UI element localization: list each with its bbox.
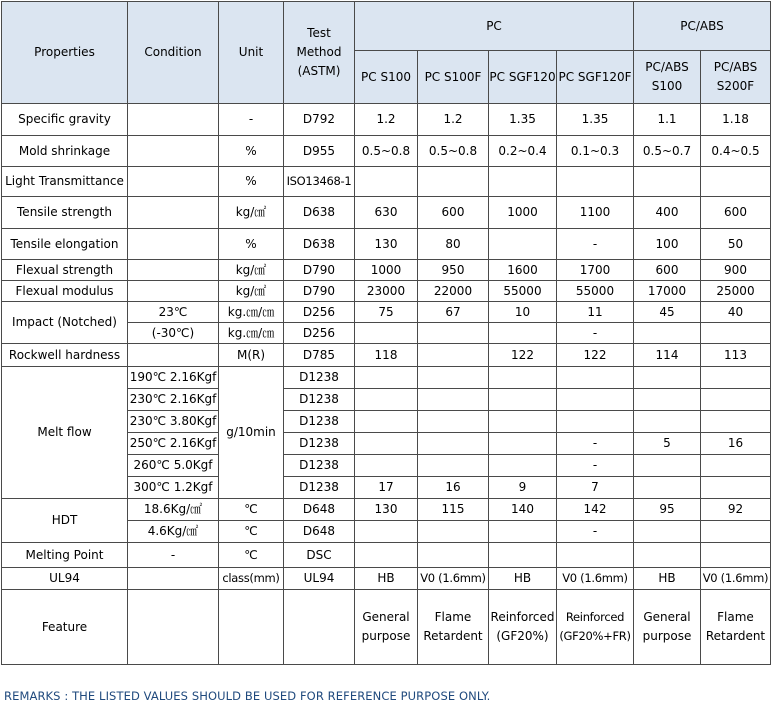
table-row	[2, 260, 771, 281]
property-name: Flexual modulus	[2, 281, 128, 302]
value-cell: 0.5~0.8	[355, 136, 418, 167]
value-cell: 630	[355, 197, 418, 229]
table-row	[2, 197, 771, 229]
feature-line: Reinforced	[490, 610, 555, 624]
value-cell: 0.4~0.5	[701, 136, 771, 167]
value-cell	[489, 167, 557, 197]
condition-cell: 23℃	[128, 302, 219, 323]
unit-cell: %	[219, 229, 284, 260]
value-cell	[355, 543, 418, 568]
method-cell: ISO13468-1	[284, 167, 355, 197]
property-name: HDT	[2, 499, 128, 543]
value-cell: 950	[418, 260, 489, 281]
value-cell	[418, 367, 489, 389]
value-cell	[355, 367, 418, 389]
value-cell	[418, 433, 489, 455]
method-cell: D792	[284, 104, 355, 136]
condition-cell: 230℃ 2.16Kgf	[128, 389, 219, 411]
unit-cell: kg.㎝/㎝	[219, 323, 284, 344]
feature-line: Flame	[717, 610, 754, 624]
value-cell	[634, 477, 701, 499]
value-cell: 92	[701, 499, 771, 521]
properties-table	[1, 1, 771, 665]
value-cell: 11	[557, 302, 634, 323]
value-cell: 9	[489, 477, 557, 499]
value-cell: 1600	[489, 260, 557, 281]
value-cell: 1.35	[557, 104, 634, 136]
value-cell: 115	[418, 499, 489, 521]
property-name: Mold shrinkage	[2, 136, 128, 167]
value-cell	[418, 167, 489, 197]
table-row	[2, 229, 771, 260]
value-cell	[634, 521, 701, 543]
value-cell	[701, 367, 771, 389]
value-cell: 0.5~0.8	[418, 136, 489, 167]
feature-line: purpose	[361, 629, 411, 643]
property-name: Light Transmittance	[2, 167, 128, 197]
condition-cell: 250℃ 2.16Kgf	[128, 433, 219, 455]
value-cell	[557, 389, 634, 411]
value-cell	[355, 521, 418, 543]
grade-header: PC SGF120	[489, 51, 557, 104]
property-name: Tensile elongation	[2, 229, 128, 260]
unit-cell	[219, 590, 284, 665]
value-cell: -	[557, 229, 634, 260]
unit-cell: %	[219, 136, 284, 167]
value-cell	[701, 455, 771, 477]
property-name: UL94	[2, 568, 128, 590]
value-cell: 1100	[557, 197, 634, 229]
method-cell: D790	[284, 281, 355, 302]
value-cell: V0 (1.6mm)	[701, 568, 771, 590]
condition-cell	[128, 344, 219, 367]
unit-cell: g/10min	[219, 367, 284, 499]
condition-cell: 4.6Kg/㎠	[128, 521, 219, 543]
value-cell: 600	[634, 260, 701, 281]
value-cell	[418, 389, 489, 411]
feature-cell	[557, 590, 634, 665]
property-name: Flexual strength	[2, 260, 128, 281]
property-name: Feature	[2, 590, 128, 665]
method-cell: D638	[284, 197, 355, 229]
feature-cell	[418, 590, 489, 665]
feature-line: Retardent	[423, 629, 483, 643]
unit-cell: %	[219, 167, 284, 197]
value-cell: 1.35	[489, 104, 557, 136]
grade-header: PC/ABS S200F	[701, 51, 771, 104]
unit-cell: kg.㎝/㎝	[219, 302, 284, 323]
grade-header: PC S100	[355, 51, 418, 104]
value-cell: 17	[355, 477, 418, 499]
table-row	[2, 281, 771, 302]
value-cell: 75	[355, 302, 418, 323]
condition-cell	[128, 281, 219, 302]
value-cell	[355, 323, 418, 344]
property-name: Melt flow	[2, 367, 128, 499]
value-cell: 1.2	[355, 104, 418, 136]
condition-cell	[128, 167, 219, 197]
method-cell: UL94	[284, 568, 355, 590]
header-group-pc: PC	[355, 2, 634, 51]
unit-cell: kg/㎠	[219, 281, 284, 302]
value-cell: 16	[701, 433, 771, 455]
value-cell	[634, 455, 701, 477]
table-row	[2, 590, 771, 665]
value-cell	[489, 411, 557, 433]
value-cell: 0.5~0.7	[634, 136, 701, 167]
header-test-method	[284, 2, 355, 104]
value-cell	[489, 433, 557, 455]
value-cell	[355, 167, 418, 197]
value-cell: 55000	[489, 281, 557, 302]
value-cell: 1.18	[701, 104, 771, 136]
method-cell: D648	[284, 499, 355, 521]
condition-cell: 230℃ 3.80Kgf	[128, 411, 219, 433]
property-name: Impact (Notched)	[2, 302, 128, 344]
value-cell: 22000	[418, 281, 489, 302]
value-cell: 17000	[634, 281, 701, 302]
value-cell: -	[557, 433, 634, 455]
value-cell: 25000	[701, 281, 771, 302]
value-cell	[489, 455, 557, 477]
condition-cell: -	[128, 543, 219, 568]
condition-cell: 190℃ 2.16Kgf	[128, 367, 219, 389]
property-name: Specific gravity	[2, 104, 128, 136]
header-group-pcabs: PC/ABS	[634, 2, 771, 51]
value-cell: 1000	[489, 197, 557, 229]
feature-cell	[355, 590, 418, 665]
header-unit: Unit	[219, 2, 284, 104]
unit-cell: ℃	[219, 543, 284, 568]
condition-cell	[128, 260, 219, 281]
unit-cell: M(R)	[219, 344, 284, 367]
condition-cell	[128, 197, 219, 229]
header-properties: Properties	[2, 2, 128, 104]
remarks-note: REMARKS : THE LISTED VALUES SHOULD BE USED FOR REFERENCE PURPOSE ONLY.	[4, 689, 491, 703]
method-cell: D1238	[284, 433, 355, 455]
value-cell: 80	[418, 229, 489, 260]
value-cell: HB	[634, 568, 701, 590]
value-cell	[557, 167, 634, 197]
value-cell: 23000	[355, 281, 418, 302]
feature-cell	[634, 590, 701, 665]
value-cell: 55000	[557, 281, 634, 302]
feature-line: General	[362, 610, 410, 624]
table-row	[2, 568, 771, 590]
value-cell: 0.1~0.3	[557, 136, 634, 167]
test-method-line2: Method	[296, 45, 342, 59]
value-cell: 118	[355, 344, 418, 367]
table-row	[2, 344, 771, 367]
table-row	[2, 104, 771, 136]
value-cell	[634, 167, 701, 197]
condition-cell: (-30℃)	[128, 323, 219, 344]
value-cell	[418, 344, 489, 367]
value-cell	[634, 323, 701, 344]
value-cell: 45	[634, 302, 701, 323]
method-cell: D1238	[284, 389, 355, 411]
value-cell	[355, 411, 418, 433]
value-cell: 600	[418, 197, 489, 229]
method-cell: D785	[284, 344, 355, 367]
value-cell	[418, 411, 489, 433]
table-row	[2, 302, 771, 323]
feature-line: (GF20%)	[496, 629, 549, 643]
table-row	[2, 167, 771, 197]
test-method-line1: Test	[307, 26, 331, 40]
unit-cell: ℃	[219, 499, 284, 521]
value-cell	[701, 167, 771, 197]
value-cell	[489, 521, 557, 543]
value-cell: 114	[634, 344, 701, 367]
method-cell: D638	[284, 229, 355, 260]
method-cell: D256	[284, 302, 355, 323]
condition-cell	[128, 590, 219, 665]
header-row	[2, 2, 771, 51]
method-cell: DSC	[284, 543, 355, 568]
grade-header: PC S100F	[418, 51, 489, 104]
condition-cell	[128, 136, 219, 167]
value-cell	[701, 323, 771, 344]
value-cell	[701, 411, 771, 433]
feature-line: Retardent	[705, 629, 766, 643]
condition-cell	[128, 229, 219, 260]
value-cell: -	[557, 323, 634, 344]
value-cell: 113	[701, 344, 771, 367]
value-cell: V0 (1.6mm)	[557, 568, 634, 590]
value-cell	[634, 411, 701, 433]
value-cell	[418, 455, 489, 477]
value-cell: -	[557, 455, 634, 477]
value-cell	[489, 543, 557, 568]
value-cell: 16	[418, 477, 489, 499]
value-cell: 0.2~0.4	[489, 136, 557, 167]
method-cell: D1238	[284, 455, 355, 477]
value-cell	[557, 411, 634, 433]
value-cell	[489, 389, 557, 411]
feature-cell	[489, 590, 557, 665]
value-cell	[701, 543, 771, 568]
condition-cell: 300℃ 1.2Kgf	[128, 477, 219, 499]
feature-line: Flame	[434, 610, 472, 624]
table-row	[2, 136, 771, 167]
value-cell	[701, 477, 771, 499]
value-cell: 5	[634, 433, 701, 455]
test-method-line3: (ASTM)	[297, 64, 341, 78]
method-cell: D1238	[284, 477, 355, 499]
table-row	[2, 367, 771, 389]
table-row	[2, 543, 771, 568]
value-cell	[634, 367, 701, 389]
value-cell: 10	[489, 302, 557, 323]
value-cell: -	[557, 521, 634, 543]
value-cell	[418, 521, 489, 543]
unit-cell: -	[219, 104, 284, 136]
method-cell	[284, 590, 355, 665]
value-cell: 7	[557, 477, 634, 499]
value-cell: 95	[634, 499, 701, 521]
value-cell: 67	[418, 302, 489, 323]
value-cell	[355, 455, 418, 477]
method-cell: D1238	[284, 367, 355, 389]
property-name: Tensile strength	[2, 197, 128, 229]
value-cell: 40	[701, 302, 771, 323]
unit-cell: ℃	[219, 521, 284, 543]
value-cell	[489, 367, 557, 389]
value-cell: 1000	[355, 260, 418, 281]
condition-cell: 260℃ 5.0Kgf	[128, 455, 219, 477]
condition-cell	[128, 568, 219, 590]
value-cell	[557, 367, 634, 389]
method-cell: D1238	[284, 411, 355, 433]
value-cell	[418, 323, 489, 344]
value-cell	[489, 229, 557, 260]
value-cell: 100	[634, 229, 701, 260]
value-cell: 130	[355, 229, 418, 260]
value-cell	[634, 543, 701, 568]
value-cell: 50	[701, 229, 771, 260]
value-cell: 122	[489, 344, 557, 367]
feature-line: (GF20%+FR)	[559, 629, 631, 643]
feature-line: Reinforced	[565, 610, 625, 624]
value-cell: 1.2	[418, 104, 489, 136]
value-cell	[634, 389, 701, 411]
value-cell: 130	[355, 499, 418, 521]
table-row	[2, 499, 771, 521]
condition-cell: 18.6Kg/㎠	[128, 499, 219, 521]
method-cell: D648	[284, 521, 355, 543]
grade-header: PC SGF120F	[557, 51, 634, 104]
value-cell: 900	[701, 260, 771, 281]
value-cell	[701, 521, 771, 543]
method-cell: D955	[284, 136, 355, 167]
feature-line: General	[643, 610, 691, 624]
value-cell: 1.1	[634, 104, 701, 136]
value-cell: 140	[489, 499, 557, 521]
value-cell	[489, 323, 557, 344]
value-cell	[701, 389, 771, 411]
value-cell: 122	[557, 344, 634, 367]
unit-cell: kg/㎠	[219, 260, 284, 281]
value-cell	[418, 543, 489, 568]
value-cell: 400	[634, 197, 701, 229]
value-cell: 1700	[557, 260, 634, 281]
value-cell: V0 (1.6mm)	[418, 568, 489, 590]
unit-cell: kg/㎠	[219, 197, 284, 229]
property-name: Melting Point	[2, 543, 128, 568]
header-condition: Condition	[128, 2, 219, 104]
feature-line: purpose	[642, 629, 692, 643]
value-cell	[355, 433, 418, 455]
property-name: Rockwell hardness	[2, 344, 128, 367]
value-cell: 600	[701, 197, 771, 229]
value-cell: HB	[489, 568, 557, 590]
grade-header: PC/ABS S100	[634, 51, 701, 104]
value-cell	[355, 389, 418, 411]
method-cell: D256	[284, 323, 355, 344]
feature-cell	[701, 590, 771, 665]
condition-cell	[128, 104, 219, 136]
method-cell: D790	[284, 260, 355, 281]
unit-cell: class(mm)	[219, 568, 284, 590]
value-cell: 142	[557, 499, 634, 521]
value-cell	[557, 543, 634, 568]
value-cell: HB	[355, 568, 418, 590]
